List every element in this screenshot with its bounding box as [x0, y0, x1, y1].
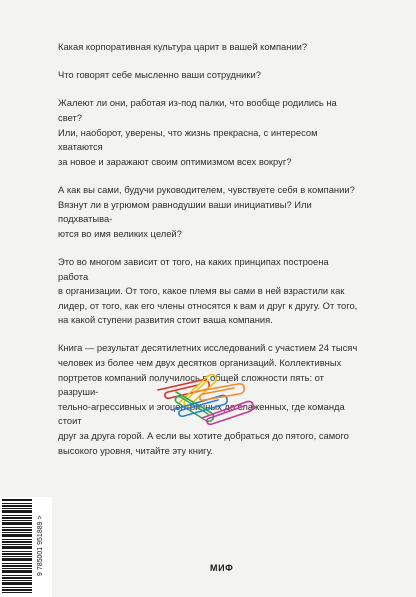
- paragraph-5: Это во многом зависит от того, на каких принципах построена работа в организации. От того, какое племя вы сами в ней взрастили как лидер, от того, как его члены относятся к вам и друг к другу. От того, на какой ступени развития стоит ваша компания.: [58, 255, 358, 326]
- paperclips-illustration: [150, 372, 258, 428]
- barcode-bars: [2, 499, 32, 593]
- paragraph-4: А как вы сами, будучи руководителем, чувствуете себя в компании? Вязнут ли в угрюмом равнодушии ваши инициативы? Или подхватыва- ются во имя великих целей?: [58, 183, 355, 239]
- paragraph-2: Что говорят себе мысленно ваши сотрудники?: [58, 69, 261, 81]
- paragraph-1: Какая корпоративная культура царит в вашей компании?: [58, 41, 308, 52]
- barcode: [0, 497, 52, 597]
- barcode-number: 9 785001 951889 >: [37, 515, 44, 577]
- publisher-logo: МИФ: [210, 563, 234, 573]
- paragraph-3: Жалеют ли они, работая из-под палки, что вообще родились на свет? Или, наоборот, уверены, что жизнь прекрасна, с интересом хватаются за новое и заражают своим оптимизмом всех вокруг?: [58, 97, 337, 167]
- paragraph-6: Книга — результат десятилетних исследований с участием 24 тысяч человек из более чем двух десятков организаций. Коллективных портретов компаний получилось в общей сложности пять: от разруши- тельно-агрессивных и эгоцентричных до слаженных, где команда стоит друг за друга горой. А если вы хотите добраться до пятого, самого высокого уровня, читайте эту книгу.: [58, 342, 358, 456]
